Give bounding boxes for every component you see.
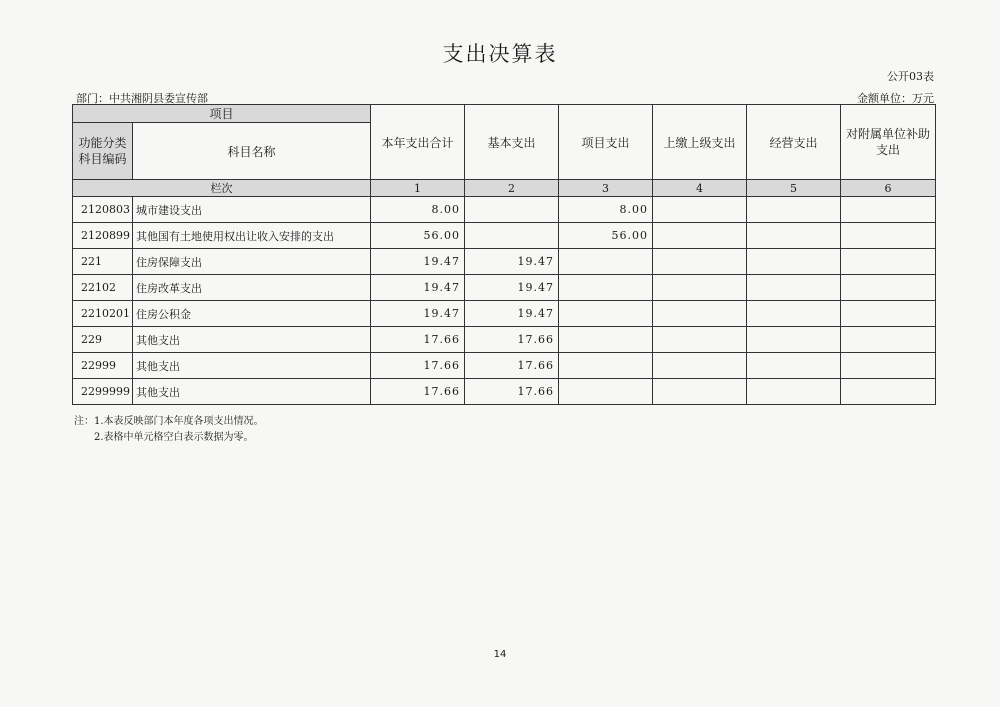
row-subsidy bbox=[841, 223, 936, 249]
row-upper bbox=[653, 197, 747, 223]
row-upper bbox=[653, 327, 747, 353]
row-total: 17.66 bbox=[371, 327, 465, 353]
header-basic: 基本支出 bbox=[465, 105, 559, 180]
row-upper bbox=[653, 249, 747, 275]
header-project: 项目支出 bbox=[559, 105, 653, 180]
row-basic: 17.66 bbox=[465, 353, 559, 379]
row-name: 其他支出 bbox=[133, 353, 371, 379]
row-basic: 19.47 bbox=[465, 249, 559, 275]
row-total: 19.47 bbox=[371, 275, 465, 301]
index-number: 1 bbox=[371, 180, 465, 197]
unit-label: 金额单位：万元 bbox=[857, 92, 934, 105]
row-project bbox=[559, 353, 653, 379]
row-business bbox=[747, 301, 841, 327]
row-upper bbox=[653, 301, 747, 327]
row-total: 19.47 bbox=[371, 249, 465, 275]
row-total: 19.47 bbox=[371, 301, 465, 327]
row-total: 56.00 bbox=[371, 223, 465, 249]
row-project: 56.00 bbox=[559, 223, 653, 249]
row-code: 22999 bbox=[73, 353, 133, 379]
index-number: 3 bbox=[559, 180, 653, 197]
note-1: 注：1.本表反映部门本年度各项支出情况。 bbox=[74, 416, 264, 427]
table-row bbox=[73, 301, 936, 327]
page-number: 14 bbox=[493, 649, 507, 660]
row-project bbox=[559, 275, 653, 301]
header-total: 本年支出合计 bbox=[371, 105, 465, 180]
table-row bbox=[73, 379, 936, 405]
row-upper bbox=[653, 275, 747, 301]
row-basic bbox=[465, 197, 559, 223]
header-subsidy: 对附属单位补助支出 bbox=[841, 105, 936, 180]
row-basic: 17.66 bbox=[465, 379, 559, 405]
row-subsidy bbox=[841, 379, 936, 405]
row-business bbox=[747, 379, 841, 405]
row-basic: 19.47 bbox=[465, 275, 559, 301]
table-row bbox=[73, 353, 936, 379]
row-upper bbox=[653, 353, 747, 379]
header-code: 功能分类科目编码 bbox=[73, 123, 133, 180]
table-row bbox=[73, 275, 936, 301]
row-basic: 19.47 bbox=[465, 301, 559, 327]
index-number: 4 bbox=[653, 180, 747, 197]
row-business bbox=[747, 275, 841, 301]
table-notes bbox=[74, 414, 264, 446]
row-code: 2120899 bbox=[73, 223, 133, 249]
header-name: 科目名称 bbox=[133, 123, 371, 180]
row-code: 221 bbox=[73, 249, 133, 275]
index-number: 6 bbox=[841, 180, 936, 197]
table-row bbox=[73, 197, 936, 223]
row-code: 2299999 bbox=[73, 379, 133, 405]
row-upper bbox=[653, 223, 747, 249]
expenditure-table-container bbox=[72, 104, 935, 405]
row-total: 17.66 bbox=[371, 353, 465, 379]
row-total: 17.66 bbox=[371, 379, 465, 405]
header-business: 经营支出 bbox=[747, 105, 841, 180]
row-subsidy bbox=[841, 249, 936, 275]
row-business bbox=[747, 249, 841, 275]
header-item: 项目 bbox=[73, 105, 371, 123]
row-basic: 17.66 bbox=[465, 327, 559, 353]
row-code: 229 bbox=[73, 327, 133, 353]
row-basic bbox=[465, 223, 559, 249]
row-upper bbox=[653, 379, 747, 405]
row-code: 2210201 bbox=[73, 301, 133, 327]
row-project: 8.00 bbox=[559, 197, 653, 223]
note-2: 2.表格中单元格空白表示数据为零。 bbox=[94, 432, 254, 443]
row-business bbox=[747, 353, 841, 379]
row-name: 其他支出 bbox=[133, 327, 371, 353]
header-index-label: 栏次 bbox=[73, 180, 371, 197]
row-code: 22102 bbox=[73, 275, 133, 301]
table-row bbox=[73, 223, 936, 249]
row-name: 城市建设支出 bbox=[133, 197, 371, 223]
row-subsidy bbox=[841, 327, 936, 353]
row-subsidy bbox=[841, 275, 936, 301]
row-project bbox=[559, 249, 653, 275]
header-upper: 上缴上级支出 bbox=[653, 105, 747, 180]
row-name: 住房改革支出 bbox=[133, 275, 371, 301]
row-name: 住房保障支出 bbox=[133, 249, 371, 275]
row-subsidy bbox=[841, 353, 936, 379]
page-title: 支出决算表 bbox=[442, 42, 558, 66]
row-subsidy bbox=[841, 197, 936, 223]
row-name: 住房公积金 bbox=[133, 301, 371, 327]
department-label: 部门：中共湘阴县委宣传部 bbox=[76, 92, 208, 105]
form-code: 公开03表 bbox=[887, 70, 934, 83]
index-number: 5 bbox=[747, 180, 841, 197]
index-number: 2 bbox=[465, 180, 559, 197]
row-code: 2120803 bbox=[73, 197, 133, 223]
row-project bbox=[559, 327, 653, 353]
table-row bbox=[73, 249, 936, 275]
row-name: 其他支出 bbox=[133, 379, 371, 405]
row-business bbox=[747, 223, 841, 249]
row-business bbox=[747, 327, 841, 353]
row-name: 其他国有土地使用权出让收入安排的支出 bbox=[133, 223, 371, 249]
row-subsidy bbox=[841, 301, 936, 327]
row-business bbox=[747, 197, 841, 223]
row-project bbox=[559, 301, 653, 327]
row-project bbox=[559, 379, 653, 405]
table-row bbox=[73, 327, 936, 353]
row-total: 8.00 bbox=[371, 197, 465, 223]
expenditure-table bbox=[72, 104, 936, 405]
